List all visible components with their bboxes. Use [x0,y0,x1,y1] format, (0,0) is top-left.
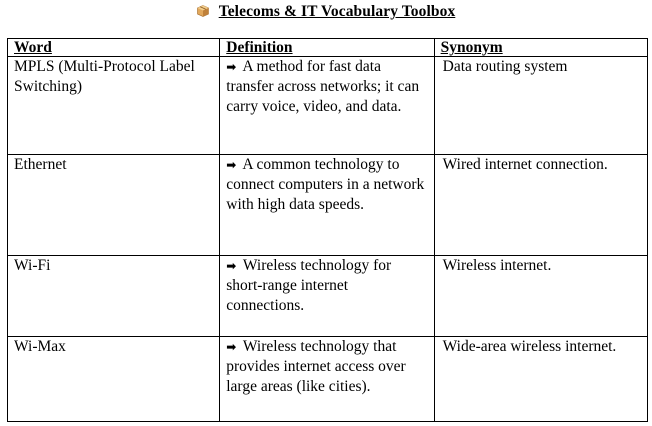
synonym-text: Wireless internet. [442,257,552,274]
arrow-icon: ➡ [226,259,237,273]
column-header-word: Word [8,39,220,57]
synonym-text: Wide-area wireless internet. [442,338,617,355]
word-cell [8,256,220,337]
word-cell [8,57,220,155]
word-text: Ethernet [14,156,67,173]
definition-text: A common technology to connect computers in a network with high data speeds. [226,156,425,213]
synonym-cell [434,57,647,155]
synonym-text: Data routing system [442,58,568,75]
column-header-synonym: Synonym [434,39,647,57]
word-cell [8,337,220,422]
definition-text: A method for fast data transfer across networks; it can carry voice, video, and data. [226,58,420,115]
definition-text: Wireless technology that provides internet access over large areas (like cities). [226,338,406,395]
synonym-cell [434,256,647,337]
definition-text: Wireless technology for short-range internet connections. [226,257,392,314]
definition-cell [220,155,434,256]
word-cell [8,155,220,256]
definition-cell [220,256,434,337]
synonym-cell [434,155,647,256]
arrow-icon: ➡ [226,340,237,354]
table-row [8,155,648,256]
definition-cell [220,57,434,155]
word-text: Wi-Fi [14,257,51,274]
synonym-text: Wired internet connection. [442,156,608,173]
package-icon [197,5,209,17]
word-text: MPLS (Multi-Protocol Label Switching) [14,58,195,95]
definition-cell [220,337,434,422]
table-row [8,256,648,337]
table-header-row [8,39,648,57]
vocabulary-table [7,38,648,422]
table-row [8,337,648,422]
synonym-cell [434,337,647,422]
word-text: Wi-Max [14,338,66,355]
document-title: Telecoms & IT Vocabulary Toolbox [218,3,456,20]
title-bar [0,3,652,21]
table-row [8,57,648,155]
arrow-icon: ➡ [226,60,237,74]
arrow-icon: ➡ [226,158,237,172]
column-header-definition: Definition [220,39,434,57]
